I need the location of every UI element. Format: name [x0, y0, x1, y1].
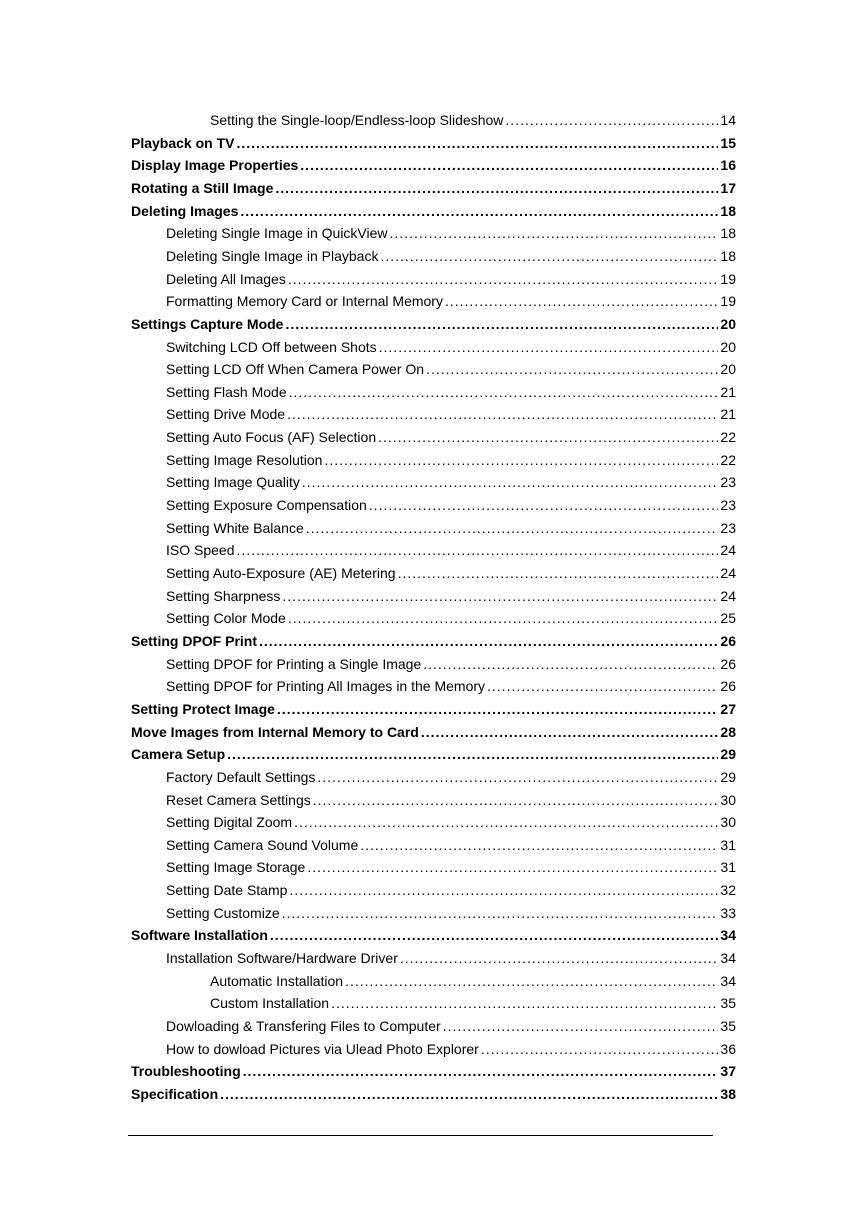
toc-entry-title: Display Image Properties: [131, 157, 299, 174]
toc-entry-title: Settings Capture Mode: [131, 315, 284, 332]
toc-entry-page-number: 34: [720, 950, 736, 967]
toc-dot-leader: [282, 588, 718, 604]
toc-entry-title: Setting Flash Mode: [166, 383, 287, 400]
toc-entry-page-number: 15: [720, 134, 736, 151]
toc-entry-title: Setting White Balance: [166, 519, 304, 536]
toc-dot-leader: [275, 180, 718, 196]
toc-entry[interactable]: [131, 1082, 736, 1102]
toc-dot-leader: [285, 316, 718, 332]
toc-entry-title: Switching LCD Off between Shots: [166, 338, 377, 355]
toc-entry-page-number: 19: [720, 270, 736, 287]
toc-entry-title: Camera Setup: [131, 746, 226, 763]
toc-dot-leader: [443, 1018, 719, 1034]
toc-entry[interactable]: [210, 969, 736, 989]
toc-entry-title: Setting LCD Off When Camera Power On: [166, 361, 425, 378]
toc-entry-title: Setting DPOF Print: [131, 632, 257, 649]
toc-entry-page-number: 37: [720, 1063, 736, 1080]
toc-dot-leader: [289, 384, 719, 400]
toc-entry[interactable]: [166, 289, 736, 309]
toc-entry-title: Setting DPOF for Printing All Images in the Memory: [166, 678, 486, 695]
toc-dot-leader: [360, 837, 718, 853]
toc-entry-title: Dowloading & Transfering Files to Computer: [166, 1018, 441, 1034]
toc-entry[interactable]: [166, 561, 736, 581]
toc-entry[interactable]: [131, 742, 736, 762]
toc-entry-page-number: 20: [720, 338, 736, 355]
toc-entry[interactable]: [131, 153, 736, 173]
toc-entry-title: Deleting Single Image in QuickView: [166, 225, 388, 242]
toc-dot-leader: [421, 724, 719, 740]
toc-entry-page-number: 26: [720, 655, 736, 672]
footer-rule: [128, 1135, 713, 1136]
toc-entry-page-number: 36: [720, 1040, 736, 1057]
toc-entry[interactable]: [166, 606, 736, 626]
toc-entry-title: Setting Camera Sound Volume: [166, 836, 359, 853]
toc-dot-leader: [288, 271, 719, 287]
toc-entry[interactable]: [166, 470, 736, 490]
toc-entry-page-number: 32: [720, 882, 736, 899]
toc-entry-page-number: 31: [720, 836, 736, 853]
toc-entry-page-number: 21: [720, 406, 736, 423]
toc-entry-page-number: 18: [720, 225, 736, 242]
toc-entry-page-number: 23: [720, 519, 736, 536]
toc-dot-leader: [289, 882, 718, 898]
toc-entry[interactable]: [166, 788, 736, 808]
toc-entry[interactable]: [131, 697, 736, 717]
toc-entry-title: Rotating a Still Image: [131, 179, 274, 196]
toc-entry-title: Setting Auto Focus (AF) Selection: [166, 429, 377, 446]
toc-entry-title: Formatting Memory Card or Internal Memory: [166, 293, 443, 310]
toc-entry[interactable]: [131, 1059, 736, 1079]
toc-entry[interactable]: [166, 425, 736, 445]
toc-entry[interactable]: [166, 810, 736, 830]
toc-entry-page-number: 18: [720, 202, 736, 219]
toc-entry-page-number: 19: [720, 293, 736, 310]
toc-dot-leader: [379, 339, 719, 355]
toc-dot-leader: [282, 905, 719, 921]
toc-dot-leader: [307, 859, 718, 875]
toc-dot-leader: [481, 1041, 719, 1057]
toc-entry-title: Setting Exposure Compensation: [166, 497, 367, 514]
toc-entry[interactable]: [166, 652, 736, 672]
toc-entry-page-number: 34: [720, 927, 736, 944]
toc-entry-title: Setting DPOF for Printing a Single Image: [166, 655, 422, 672]
toc-entry[interactable]: [166, 765, 736, 785]
toc-entry[interactable]: [166, 267, 736, 287]
toc-dot-leader: [277, 701, 719, 717]
toc-entry-page-number: 21: [720, 383, 736, 400]
toc-dot-leader: [227, 746, 718, 762]
toc-entry[interactable]: [166, 493, 736, 513]
toc-entry-title: Playback on TV: [131, 134, 235, 151]
toc-entry-title: Reset Camera Settings: [166, 791, 311, 808]
toc-dot-leader: [236, 135, 718, 151]
toc-dot-leader: [270, 927, 719, 943]
toc-entry-title: Setting Customize: [166, 904, 280, 921]
toc-entry-title: Setting Auto-Exposure (AE) Metering: [166, 565, 396, 581]
toc-dot-leader: [423, 656, 718, 672]
toc-entry-page-number: 24: [720, 542, 736, 559]
toc-dot-leader: [300, 157, 718, 173]
toc-entry-page-number: 18: [720, 247, 736, 264]
toc-dot-leader: [345, 973, 718, 989]
toc-entry-page-number: 34: [720, 972, 736, 989]
toc-entry[interactable]: [166, 357, 736, 377]
toc-entry-page-number: 35: [720, 1018, 736, 1034]
toc-entry-page-number: 33: [720, 904, 736, 921]
toc-entry[interactable]: [166, 516, 736, 536]
toc-entry-page-number: 26: [720, 678, 736, 695]
toc-entry-title: Troubleshooting: [131, 1063, 241, 1080]
toc-entry-title: Setting Image Storage: [166, 859, 306, 876]
toc-dot-leader: [426, 361, 718, 377]
toc-dot-leader: [259, 633, 718, 649]
toc-entry[interactable]: [131, 720, 736, 740]
toc-entry-title: Setting Digital Zoom: [166, 814, 293, 831]
toc-entry-title: Specification: [131, 1085, 219, 1102]
toc-entry-title: Factory Default Settings: [166, 768, 316, 785]
toc-entry-page-number: 23: [720, 497, 736, 514]
toc-dot-leader: [317, 769, 718, 785]
toc-entry-page-number: 35: [720, 995, 736, 1012]
toc-entry[interactable]: [166, 244, 736, 264]
toc-dot-leader: [487, 678, 718, 694]
toc-entry-title: Setting the Single-loop/Endless-loop Slideshow: [210, 112, 504, 128]
toc-entry-page-number: 31: [720, 859, 736, 876]
toc-dot-leader: [324, 452, 718, 468]
toc-entry[interactable]: [131, 131, 736, 151]
toc-dot-leader: [369, 497, 719, 513]
toc-dot-leader: [294, 814, 718, 830]
toc-entry-title: Deleting All Images: [166, 270, 286, 287]
toc-entry[interactable]: [166, 402, 736, 422]
toc-entry[interactable]: [166, 221, 736, 241]
toc-entry-page-number: 20: [720, 361, 736, 378]
toc-entry[interactable]: [210, 108, 736, 128]
toc-entry[interactable]: [166, 1037, 736, 1057]
toc-entry[interactable]: [166, 335, 736, 355]
toc-entry-page-number: 30: [720, 791, 736, 808]
toc-entry-page-number: 20: [720, 315, 736, 332]
toc-entry-page-number: 24: [720, 587, 736, 604]
toc-entry-title: Custom Installation: [210, 995, 330, 1012]
toc-entry[interactable]: [131, 199, 736, 219]
toc-dot-leader: [287, 406, 718, 422]
toc-dot-leader: [243, 1063, 719, 1079]
toc-entry[interactable]: [166, 674, 736, 694]
toc-entry-page-number: 25: [720, 610, 736, 627]
toc-dot-leader: [390, 225, 719, 241]
toc-entry[interactable]: [166, 878, 736, 898]
toc-entry-page-number: 30: [720, 814, 736, 831]
toc-entry-title: Deleting Images: [131, 202, 239, 219]
toc-entry[interactable]: [131, 923, 736, 943]
toc-entry-title: Setting Sharpness: [166, 587, 281, 604]
toc-entry-page-number: 29: [720, 768, 736, 785]
toc-dot-leader: [398, 565, 719, 581]
toc-entry-page-number: 14: [720, 112, 736, 128]
toc-entry[interactable]: [131, 176, 736, 196]
toc-entry-page-number: 23: [720, 474, 736, 491]
toc-entry-title: Setting Drive Mode: [166, 406, 286, 423]
toc-entry-title: How to dowload Pictures via Ulead Photo Explorer: [166, 1040, 479, 1057]
toc-entry-title: Setting Image Quality: [166, 474, 300, 491]
toc-entry-title: ISO Speed: [166, 542, 235, 559]
toc-entry-page-number: 22: [720, 429, 736, 446]
toc-dot-leader: [288, 610, 719, 626]
toc-dot-leader: [400, 950, 719, 966]
toc-entry-page-number: 28: [720, 723, 736, 740]
toc-dot-leader: [380, 248, 718, 264]
toc-entry[interactable]: [166, 855, 736, 875]
toc-entry[interactable]: [131, 629, 736, 649]
toc-entry[interactable]: [166, 380, 736, 400]
toc-entry-title: Setting Color Mode: [166, 610, 286, 627]
toc-entry-page-number: 29: [720, 746, 736, 763]
toc-entry[interactable]: [166, 946, 736, 966]
toc-entry-page-number: 27: [720, 700, 736, 717]
toc-dot-leader: [331, 995, 718, 1011]
toc-entry-title: Installation Software/Hardware Driver: [166, 950, 398, 967]
toc-dot-leader: [378, 429, 718, 445]
toc-entry[interactable]: [131, 312, 736, 332]
toc-dot-leader: [313, 792, 719, 808]
toc-entry-page-number: 38: [720, 1085, 736, 1102]
toc-entry[interactable]: [166, 833, 736, 853]
toc-dot-leader: [240, 203, 718, 219]
toc-dot-leader: [220, 1086, 718, 1102]
toc-dot-leader: [237, 542, 719, 558]
toc-entry[interactable]: [166, 538, 736, 558]
toc-entry-page-number: 17: [720, 179, 736, 196]
toc-entry-page-number: 16: [720, 157, 736, 174]
toc-entry-title: Software Installation: [131, 927, 268, 944]
toc-dot-leader: [505, 112, 718, 128]
toc-dot-leader: [306, 520, 719, 536]
toc-dot-leader: [445, 293, 718, 309]
toc-entry-title: Deleting Single Image in Playback: [166, 247, 379, 264]
toc-entry-title: Setting Protect Image: [131, 700, 275, 717]
toc-dot-leader: [302, 474, 719, 490]
toc-entry[interactable]: [166, 448, 736, 468]
toc-entry-title: Automatic Installation: [210, 972, 344, 989]
toc-entry[interactable]: [166, 901, 736, 921]
toc-entry[interactable]: [166, 584, 736, 604]
toc-entry-page-number: 22: [720, 451, 736, 468]
toc-entry[interactable]: [210, 991, 736, 1011]
toc-entry-title: Move Images from Internal Memory to Card: [131, 723, 419, 740]
toc-entry-page-number: 24: [720, 565, 736, 581]
toc-entry[interactable]: [166, 1014, 736, 1034]
toc-entry-page-number: 26: [720, 632, 736, 649]
toc-entry-title: Setting Image Resolution: [166, 451, 323, 468]
toc-entry-title: Setting Date Stamp: [166, 882, 288, 899]
